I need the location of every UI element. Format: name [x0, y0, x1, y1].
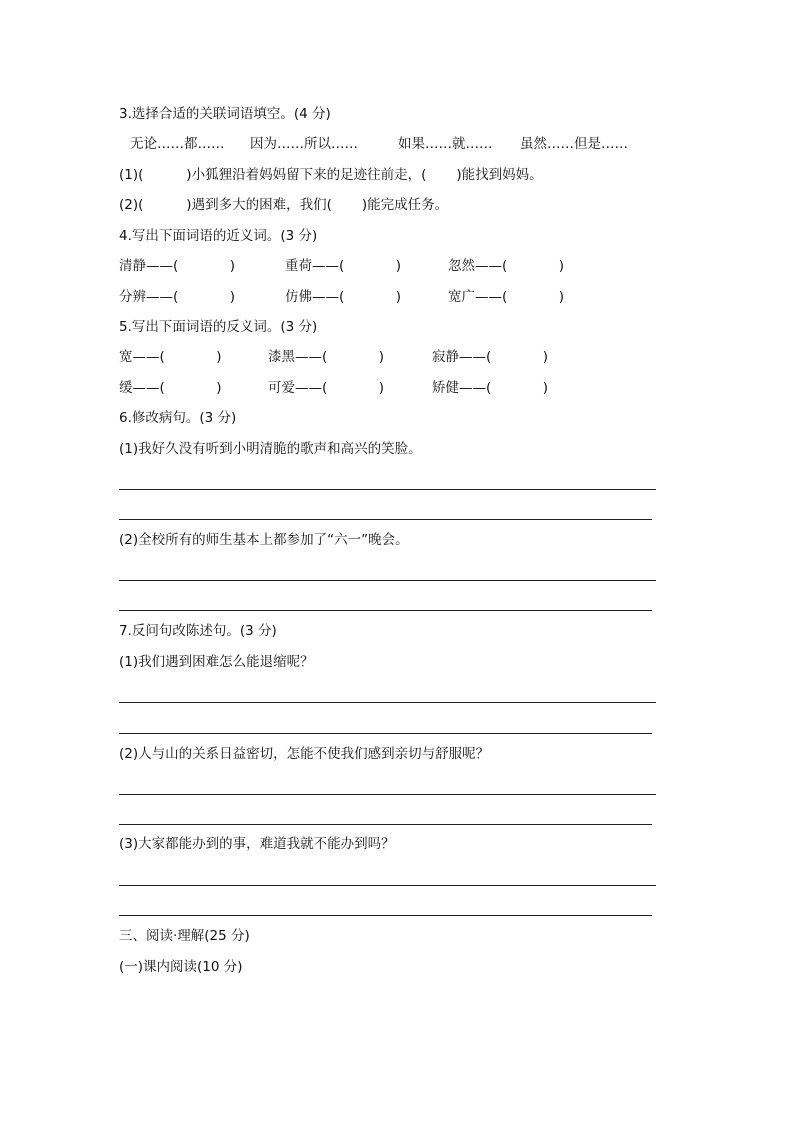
q3-sentence-2: (2)( )遇到多大的困难，我们( )能完成任务。: [119, 197, 449, 213]
q7-title: 7.反问句改陈述句。(3 分): [119, 623, 277, 639]
q3-sentence-1: (1)( )小狐狸沿着妈妈留下来的足迹往前走，( )能找到妈妈。: [119, 167, 543, 183]
q6-sentence-1: (1)我好久没有听到小明清脆的歌声和高兴的笑脸。: [119, 441, 422, 457]
q4-item: 宽广——( ): [448, 289, 565, 305]
q3-option: 无论……都……: [130, 136, 225, 152]
answer-line[interactable]: [119, 733, 652, 734]
q7-sentence-1: (1)我们遇到困难怎么能退缩呢？: [119, 654, 314, 670]
q3-option: 因为……所以……: [250, 136, 358, 152]
q6-sentence-2: (2)全校所有的师生基本上都参加了“六一”晚会。: [119, 532, 409, 548]
answer-line[interactable]: [119, 489, 656, 490]
answer-line[interactable]: [119, 824, 652, 825]
q5-item: 缓——( ): [119, 380, 222, 396]
q4-item: 仿佛——( ): [285, 289, 402, 305]
answer-line[interactable]: [119, 885, 656, 886]
q3-option: 如果……就……: [398, 136, 493, 152]
q5-item: 寂静——( ): [432, 349, 549, 365]
subsection-heading: (一)课内阅读(10 分): [119, 959, 243, 975]
q7-sentence-3: (3)大家都能办到的事，难道我就不能办到吗？: [119, 836, 395, 852]
q4-item: 重荷——( ): [285, 258, 402, 274]
q5-title: 5.写出下面词语的反义词。(3 分): [119, 319, 318, 335]
answer-line[interactable]: [119, 794, 656, 795]
q3-title: 3.选择合适的关联词语填空。(4 分): [119, 106, 331, 122]
q6-title: 6.修改病句。(3 分): [119, 410, 237, 426]
answer-line[interactable]: [119, 580, 656, 581]
answer-line[interactable]: [119, 702, 656, 703]
answer-line[interactable]: [119, 519, 652, 520]
q5-item: 漆黑——( ): [268, 349, 385, 365]
answer-line[interactable]: [119, 915, 652, 916]
q5-item: 可爱——( ): [268, 380, 385, 396]
q5-item: 宽——( ): [119, 349, 222, 365]
q4-title: 4.写出下面词语的近义词。(3 分): [119, 228, 318, 244]
q4-item: 清静——( ): [119, 258, 236, 274]
q7-sentence-2: (2)人与山的关系日益密切，怎能不使我们感到亲切与舒服呢？: [119, 746, 490, 762]
answer-line[interactable]: [119, 610, 652, 611]
q5-item: 矫健——( ): [432, 380, 549, 396]
q4-item: 忽然——( ): [448, 258, 565, 274]
section-heading: 三、阅读·理解(25 分): [119, 928, 250, 944]
q4-item: 分辨——( ): [119, 289, 236, 305]
q3-option: 虽然……但是……: [520, 136, 628, 152]
